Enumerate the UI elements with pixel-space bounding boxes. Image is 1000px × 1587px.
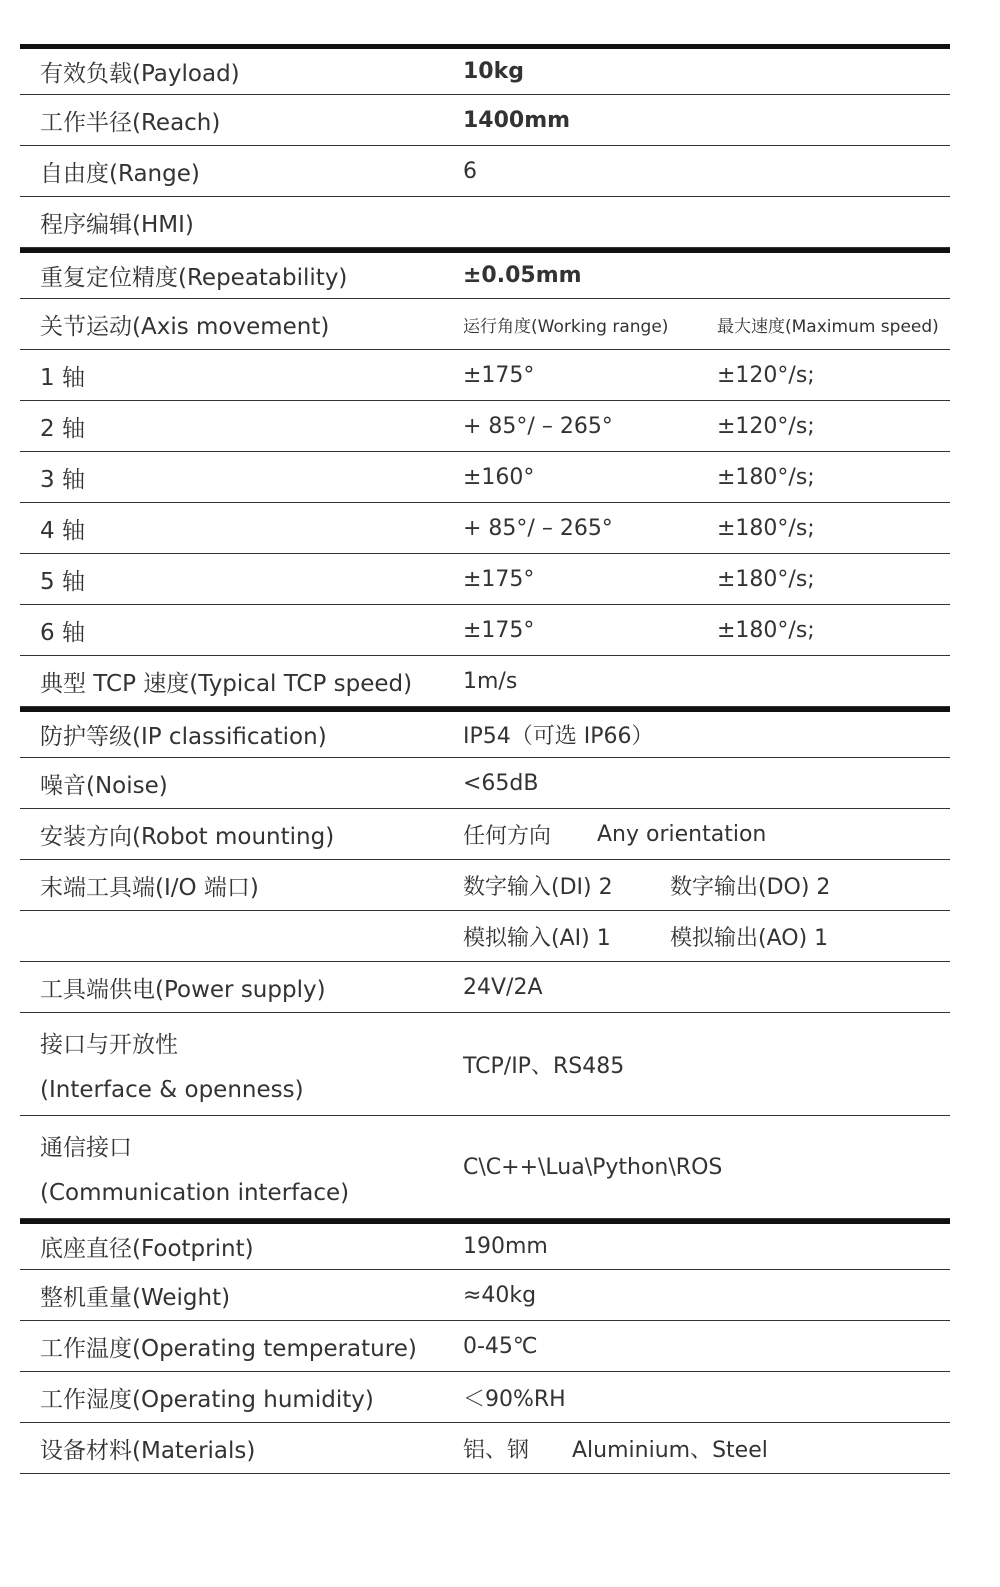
row-value: ＜90%RH [463, 1386, 566, 1412]
row-value: 1400mm [463, 107, 571, 133]
spec-row-repeatability [20, 248, 950, 299]
spec-row-hmi [20, 197, 950, 248]
row-label: 工具端供电(Power supply) [40, 976, 326, 1003]
row-label: 末端工具端(I/O 端口) [40, 874, 259, 901]
row-label: 重复定位精度(Repeatability) [40, 265, 348, 291]
row-value-english: Any orientation [597, 821, 767, 847]
working-range-value: ±175° [463, 617, 535, 643]
row-value: C\C++\Lua\Python\ROS [463, 1154, 723, 1180]
working-range-header: 运行角度(Working range) [463, 316, 669, 337]
row-label: 接口与开放性 [40, 1031, 178, 1058]
spec-row-range [20, 146, 950, 197]
analog-input: 模拟输入(AI) 1 [463, 925, 611, 951]
row-label-english: (Communication interface) [40, 1179, 350, 1206]
spec-row-mounting [20, 809, 950, 860]
max-speed-value: ±120°/s; [717, 362, 815, 388]
spec-row-reach [20, 95, 950, 146]
spec-row-axis-3 [20, 452, 950, 503]
row-value: 任何方向 [463, 823, 552, 849]
row-label-group [40, 1013, 304, 1115]
analog-output: 模拟输出(AO) 1 [670, 925, 829, 951]
row-label: 关节运动(Axis movement) [40, 313, 330, 340]
spec-row-communication [20, 1116, 950, 1219]
row-label-english: (Interface & openness) [40, 1076, 304, 1103]
max-speed-header: 最大速度(Maximum speed) [717, 316, 939, 337]
row-value: <65dB [463, 770, 539, 796]
spec-row-humidity [20, 1372, 950, 1423]
row-label: 安装方向(Robot mounting) [40, 823, 335, 850]
row-label: 自由度(Range) [40, 160, 200, 187]
working-range-value: ±175° [463, 362, 535, 388]
spec-row-materials [20, 1423, 950, 1474]
row-value-english: Aluminium、Steel [572, 1437, 768, 1463]
working-range-value: ±160° [463, 464, 535, 490]
spec-table [20, 44, 950, 1474]
spec-row-io-digital [20, 860, 950, 911]
row-label: 噪音(Noise) [40, 772, 168, 799]
row-label: 防护等级(IP classification) [40, 724, 327, 750]
spec-row-io-analog [20, 911, 950, 962]
row-value: 6 [463, 158, 477, 184]
working-range-value: + 85°/ – 265° [463, 515, 613, 541]
row-label: 工作湿度(Operating humidity) [40, 1386, 374, 1413]
row-label: 6 轴 [40, 619, 85, 646]
row-label: 程序编辑(HMI) [40, 211, 194, 238]
spec-row-axis-5 [20, 554, 950, 605]
max-speed-value: ±180°/s; [717, 617, 815, 643]
digital-output: 数字输出(DO) 2 [670, 874, 831, 900]
spec-row-interface [20, 1013, 950, 1116]
row-label: 工作温度(Operating temperature) [40, 1335, 417, 1362]
row-label: 典型 TCP 速度(Typical TCP speed) [40, 670, 413, 697]
row-label: 工作半径(Reach) [40, 109, 221, 136]
row-value: 1m/s [463, 668, 518, 694]
spec-row-axis-4 [20, 503, 950, 554]
row-value: 24V/2A [463, 974, 543, 1000]
max-speed-value: ±120°/s; [717, 413, 815, 439]
spec-row-weight [20, 1270, 950, 1321]
spec-row-axis-header [20, 299, 950, 350]
row-value: TCP/IP、RS485 [463, 1053, 625, 1079]
row-label: 通信接口 [40, 1134, 132, 1161]
row-value: 190mm [463, 1234, 548, 1259]
row-label: 有效负载(Payload) [40, 61, 240, 87]
working-range-value: ±175° [463, 566, 535, 592]
row-value: ≈40kg [463, 1282, 537, 1308]
spec-row-payload [20, 44, 950, 95]
spec-row-noise [20, 758, 950, 809]
row-label: 4 轴 [40, 517, 85, 544]
row-label: 整机重量(Weight) [40, 1284, 231, 1311]
row-label-group [40, 1116, 349, 1218]
row-value: 0-45℃ [463, 1333, 538, 1359]
working-range-value: + 85°/ – 265° [463, 413, 613, 439]
spec-row-ip-class [20, 707, 950, 758]
row-value: 铝、钢 [463, 1437, 530, 1463]
row-label: 底座直径(Footprint) [40, 1236, 254, 1262]
row-label: 设备材料(Materials) [40, 1437, 256, 1464]
spec-row-footprint [20, 1219, 950, 1270]
digital-input: 数字输入(DI) 2 [463, 874, 613, 900]
spec-row-temperature [20, 1321, 950, 1372]
row-value: IP54（可选 IP66） [463, 724, 654, 749]
spec-row-axis-1 [20, 350, 950, 401]
row-label: 1 轴 [40, 364, 85, 391]
spec-row-axis-6 [20, 605, 950, 656]
spec-row-axis-2 [20, 401, 950, 452]
row-label: 2 轴 [40, 415, 85, 442]
row-label: 5 轴 [40, 568, 85, 595]
spec-row-power-supply [20, 962, 950, 1013]
max-speed-value: ±180°/s; [717, 464, 815, 490]
spec-row-tcp-speed [20, 656, 950, 707]
max-speed-value: ±180°/s; [717, 566, 815, 592]
row-value: 10kg [463, 59, 524, 84]
max-speed-value: ±180°/s; [717, 515, 815, 541]
row-label: 3 轴 [40, 466, 85, 493]
row-value: ±0.05mm [463, 263, 582, 288]
